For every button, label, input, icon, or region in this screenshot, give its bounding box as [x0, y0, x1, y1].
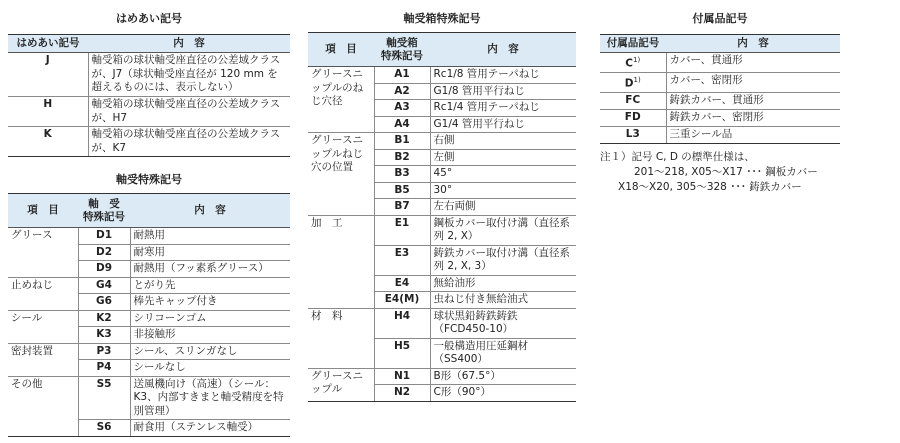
jiku-code: D2	[78, 244, 130, 261]
fuzoku-desc: カバー、密閉形	[666, 73, 840, 93]
table-row	[600, 110, 840, 127]
jikubako-item: 材 料	[308, 308, 374, 368]
jikubako-desc: 球状黒鉛鋳鉄鋳鉄（FCD450-10）	[430, 308, 576, 338]
hameai-table	[8, 34, 290, 157]
jiku-item	[8, 244, 78, 261]
fuzoku-title: 付属品記号	[692, 12, 748, 25]
jikubako-desc: 鋳鉄カバー取付け溝（直径系列 2, X, 3）	[430, 245, 576, 275]
table-row	[308, 67, 576, 84]
fuzoku-code: L3	[600, 127, 666, 144]
footnote	[600, 150, 840, 195]
fuzoku-code: FC	[600, 93, 666, 110]
jiku-desc: シールなし	[130, 360, 290, 377]
fuzoku-desc: 鋳鉄カバー、密閉形	[666, 110, 840, 127]
jiku-item	[8, 327, 78, 344]
jikubako-code: B7	[374, 199, 430, 216]
jikubako-desc: B形（67.5°）	[430, 368, 576, 385]
jiku-desc: シリコーンゴム	[130, 310, 290, 327]
footnote-marker: 1)	[633, 56, 641, 64]
jikubako-code: H4	[374, 308, 430, 338]
jikubako-code: B1	[374, 133, 430, 150]
table-row	[600, 127, 840, 144]
table-row	[600, 73, 840, 93]
jiku-desc: 耐熱用	[130, 228, 290, 245]
jikubako-code: A2	[374, 83, 430, 100]
table-row	[8, 294, 290, 311]
hameai-section	[8, 10, 290, 157]
jikubako-desc: 虫ねじ付き無給油式	[430, 292, 576, 309]
table-row	[600, 93, 840, 110]
fuzoku-table	[600, 34, 840, 144]
jikubako-code: N2	[374, 385, 430, 402]
jikubako-desc: Rc1/8 管用テーパねじ	[430, 67, 576, 84]
jiku-item: グリース	[8, 228, 78, 245]
jikubako-code: A4	[374, 116, 430, 133]
jiku-item: その他	[8, 376, 78, 420]
hameai-desc: 軸受箱の球状軸受座直径の公差域クラスが、J7（球状軸受座直径が 120 mm を超えるものには、表示しない）	[91, 54, 281, 93]
jikubako-title: 軸受箱特殊記号	[403, 12, 481, 25]
jikubako-desc: 30°	[430, 182, 576, 199]
jiku-desc: シール、スリンガなし	[130, 343, 290, 360]
jikubako-code: B5	[374, 182, 430, 199]
jiku-section	[8, 171, 290, 437]
jiku-header-code: 軸 受 特殊記号	[78, 194, 130, 228]
jiku-code: K2	[78, 310, 130, 327]
jikubako-code: B3	[374, 166, 430, 183]
jiku-desc: 耐食用（ステンレス軸受）	[130, 420, 290, 437]
jiku-code: D9	[78, 261, 130, 278]
jikubako-code: A1	[374, 67, 430, 84]
footnote-line: X18～X20, 305～328 ･･･ 鋳鉄カバー	[618, 181, 802, 193]
footnote-line: 注１）記号 C, D の標準仕様は、	[600, 151, 755, 163]
table-row	[8, 261, 290, 278]
fuzoku-code: FD	[600, 110, 666, 127]
jiku-code: K3	[78, 327, 130, 344]
jiku-title: 軸受特殊記号	[116, 173, 182, 186]
jikubako-code: E1	[374, 215, 430, 245]
hameai-desc: 軸受箱の球状軸受座直径の公差域クラスが、K7	[88, 127, 290, 157]
table-row	[8, 53, 290, 97]
hameai-code: J	[8, 53, 88, 97]
jiku-desc: 耐熱用（フッ素系グリース）	[130, 261, 290, 278]
jiku-code: G6	[78, 294, 130, 311]
jikubako-desc: 左側	[430, 149, 576, 166]
jikubako-desc: 左右両側	[430, 199, 576, 216]
jikubako-item: グリースニップル	[308, 368, 374, 401]
jikubako-desc: 一般構造用圧延鋼材（SS400）	[430, 338, 576, 368]
fuzoku-desc: 鋳鉄カバー、貫通形	[666, 93, 840, 110]
footnote-marker: 1)	[633, 76, 641, 84]
table-row	[8, 127, 290, 157]
fuzoku-code: $D^{1)}$	[600, 73, 666, 93]
hameai-header-code: はめあい記号	[8, 35, 88, 53]
jikubako-code: H5	[374, 338, 430, 368]
jikubako-item: 加 工	[308, 215, 374, 308]
jikubako-desc: G1/4 管用平行ねじ	[430, 116, 576, 133]
jikubako-desc: G1/8 管用平行ねじ	[430, 83, 576, 100]
jikubako-table	[308, 32, 576, 402]
jiku-code: P4	[78, 360, 130, 377]
jikubako-desc: C形（90°）	[430, 385, 576, 402]
jiku-desc: 棒先キャップ付き	[130, 294, 290, 311]
jikubako-code: A3	[374, 100, 430, 117]
table-row	[8, 97, 290, 127]
fuzoku-desc: 三重シール品	[666, 127, 840, 144]
hameai-desc: 軸受箱の球状軸受座直径の公差域クラスが、H7	[88, 97, 290, 127]
jikubako-desc: Rc1/4 管用テーパねじ	[430, 100, 576, 117]
hameai-header-desc: 内 容	[88, 35, 290, 53]
jiku-code: G4	[78, 277, 130, 294]
jiku-item: 密封装置	[8, 343, 78, 360]
jiku-desc: 送風機向け（高速）（シール：K3、内部すきまと軸受精度を特別管理）	[130, 376, 290, 420]
table-row	[308, 368, 576, 385]
table-row	[8, 244, 290, 261]
jiku-item	[8, 261, 78, 278]
table-row	[8, 376, 290, 420]
table-row	[8, 343, 290, 360]
jikubako-code: B2	[374, 149, 430, 166]
jikubako-item: グリースニップルのねじ穴径	[308, 67, 374, 133]
table-row	[308, 133, 576, 150]
table-row	[8, 327, 290, 344]
jikubako-code: E4	[374, 275, 430, 292]
table-row	[308, 308, 576, 338]
jiku-desc: 耐寒用	[130, 244, 290, 261]
jiku-item	[8, 294, 78, 311]
jiku-code: P3	[78, 343, 130, 360]
jiku-item	[8, 420, 78, 437]
fuzoku-header-desc: 内 容	[666, 35, 840, 53]
jikubako-desc: 45°	[430, 166, 576, 183]
table-row	[600, 53, 840, 73]
jiku-code: S5	[78, 376, 130, 420]
jikubako-header-desc: 内 容	[430, 33, 576, 67]
jikubako-code: E3	[374, 245, 430, 275]
jiku-code: D1	[78, 228, 130, 245]
table-row	[308, 215, 576, 245]
jikubako-code: E4(M)	[374, 292, 430, 309]
table-row	[8, 228, 290, 245]
jikubako-header-code: 軸受箱 特殊記号	[374, 33, 430, 67]
hameai-code: K	[8, 127, 88, 157]
jiku-item	[8, 360, 78, 377]
table-row	[8, 420, 290, 437]
fuzoku-desc: カバー、貫通形	[669, 54, 743, 66]
jiku-item: シール	[8, 310, 78, 327]
jiku-header-desc: 内 容	[130, 194, 290, 228]
table-row	[8, 310, 290, 327]
table-row	[8, 277, 290, 294]
jikubako-desc: 鋼板カバー取付け溝（直径系列 2, X）	[430, 215, 576, 245]
fuzoku-header-code: 付属品記号	[600, 35, 666, 53]
jikubako-section	[308, 10, 576, 402]
jiku-item: 止めねじ	[8, 277, 78, 294]
jiku-code: S6	[78, 420, 130, 437]
jikubako-desc: 右側	[430, 133, 576, 150]
jiku-desc: とがり先	[130, 277, 290, 294]
jikubako-header-item: 項 目	[308, 33, 374, 67]
jikubako-item: グリースニップルねじ穴の位置	[308, 133, 374, 216]
jiku-desc: 非接触形	[130, 327, 290, 344]
hameai-code: H	[8, 97, 88, 127]
fuzoku-code: $C^{1)}$	[600, 53, 666, 73]
jiku-table	[8, 193, 290, 437]
fuzoku-section	[600, 10, 840, 195]
hameai-title: はめあい記号	[116, 12, 182, 25]
jikubako-code: N1	[374, 368, 430, 385]
jikubako-desc: 無給油形	[430, 275, 576, 292]
footnote-line: 201～218, X05～X17 ･･･ 鋼板カバー	[634, 166, 818, 178]
table-row	[8, 360, 290, 377]
jiku-header-item: 項 目	[8, 194, 78, 228]
